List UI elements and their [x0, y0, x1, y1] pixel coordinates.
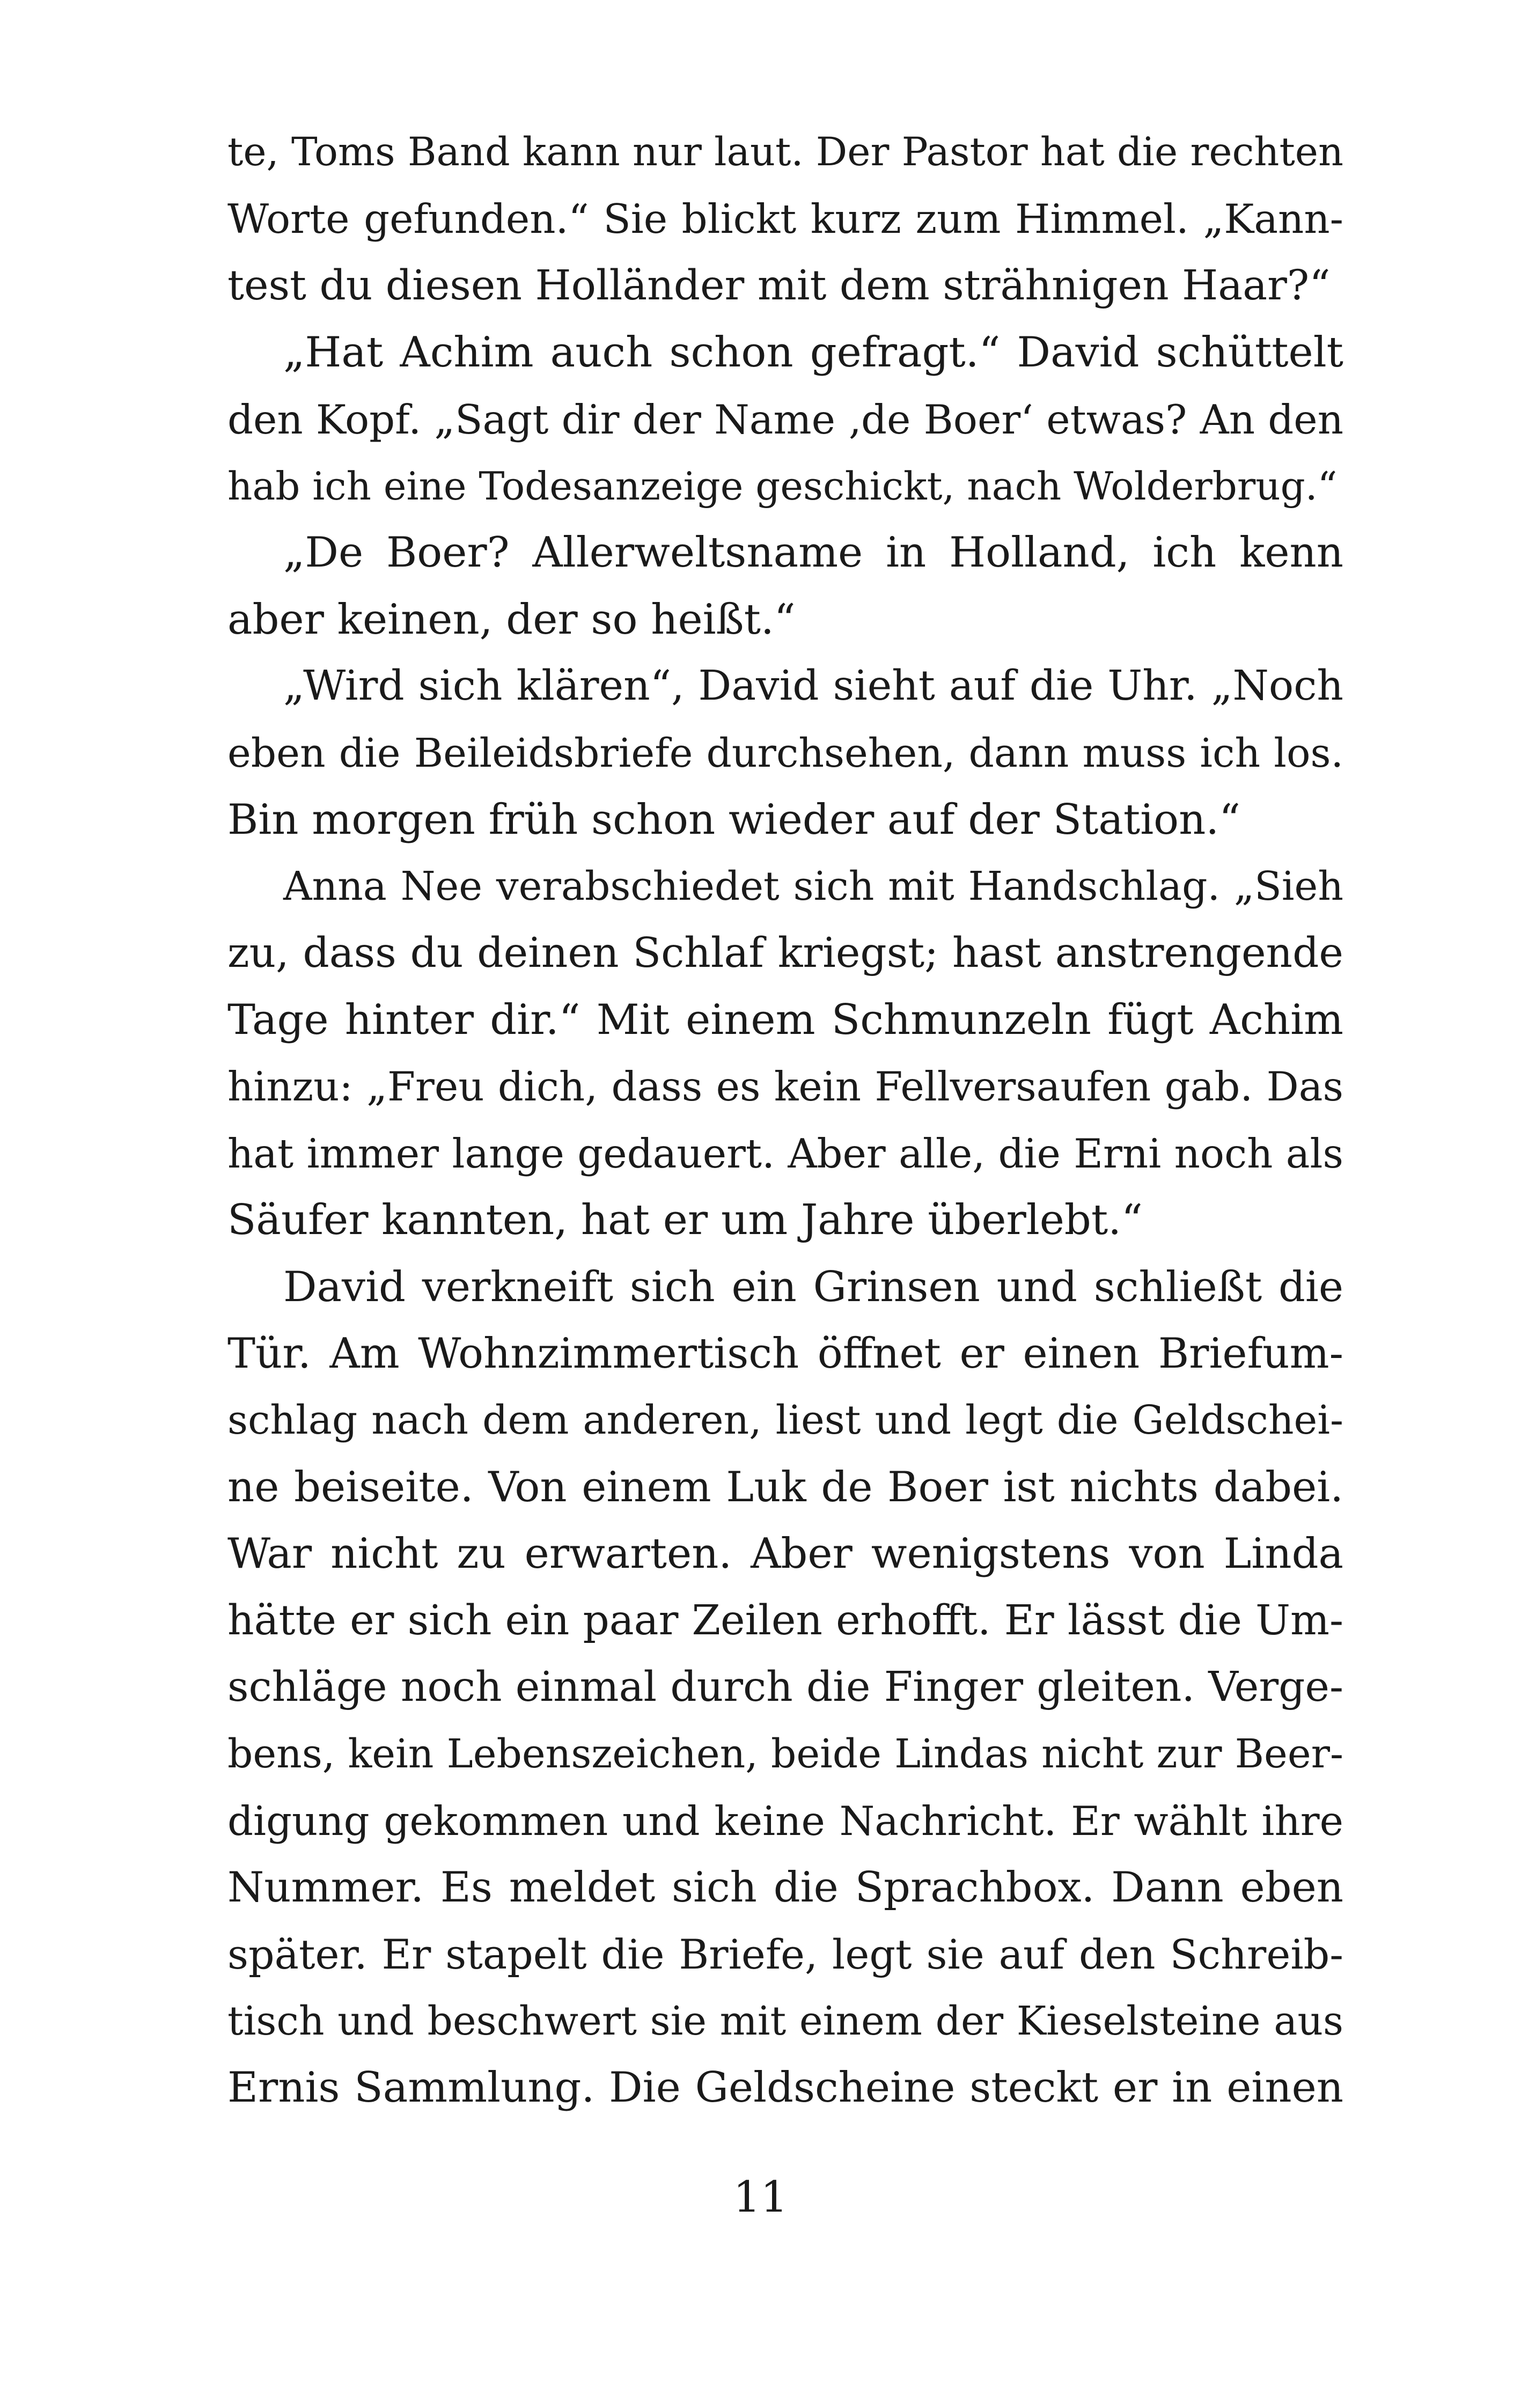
text-line: ne beiseite. Von einem Luk de Boer ist nichts dabei.	[227, 1463, 1343, 1511]
text-line: Anna Nee verabschiedet sich mit Handschlag. „Sieh	[283, 863, 1343, 910]
text-line: Säufer kannten, hat er um Jahre überlebt.“	[227, 1196, 1143, 1245]
text-line: schläge noch einmal durch die Finger gleiten. Verge-	[227, 1663, 1343, 1711]
text-line: hinzu: „Freu dich, dass es kein Fellversaufen gab. Das	[227, 1063, 1343, 1111]
text-line: tisch und beschwert sie mit einem der Kieselsteine aus	[227, 1998, 1343, 2044]
text-line: digung gekommen und keine Nachricht. Er wählt ihre	[227, 1797, 1343, 1845]
text-line: den Kopf. „Sagt dir der Name ‚de Boer‘ etwas? An den	[227, 395, 1343, 443]
text-line: Worte gefunden.“ Sie blickt kurz zum Himmel. „Kann-	[227, 195, 1343, 243]
text-line: schlag nach dem anderen, liest und legt die Geldschei-	[227, 1397, 1343, 1444]
text-line: test du diesen Holländer mit dem strähnigen Haar?“	[227, 261, 1331, 310]
text-line: Nummer. Es meldet sich die Sprachbox. Dann eben	[227, 1863, 1343, 1912]
text-line: War nicht zu erwarten. Aber wenigstens von Linda	[227, 1530, 1343, 1579]
text-line: „Hat Achim auch schon gefragt.“ David schüttelt	[283, 328, 1343, 377]
page-number: 11	[733, 2172, 788, 2222]
text-line: „De Boer? Allerweltsname in Holland, ich kenn	[283, 528, 1343, 577]
text-line: hat immer lange gedauert. Aber alle, die Erni noch als	[227, 1129, 1343, 1177]
body-text	[227, 119, 1343, 2121]
text-line: David verkneift sich ein Grinsen und schließt die	[283, 1262, 1343, 1311]
text-line: zu, dass du deinen Schlaf kriegst; hast anstrengende	[227, 929, 1343, 977]
text-line: hätte er sich ein paar Zeilen erhofft. Er lässt die Um-	[227, 1596, 1343, 1645]
text-line: eben die Beileidsbriefe durchsehen, dann muss ich los.	[227, 730, 1343, 776]
text-line: hab ich eine Todesanzeige geschickt, nach Wolderbrug.“	[227, 463, 1338, 509]
text-line: Ernis Sammlung. Die Geldscheine steckt er in einen	[227, 2064, 1343, 2112]
text-line: te, Toms Band kann nur laut. Der Pastor hat die rechten	[227, 129, 1343, 175]
text-line: aber keinen, der so heißt.“	[227, 595, 796, 644]
text-line: „Wird sich klären“, David sieht auf die Uhr. „Noch	[283, 662, 1343, 710]
text-line: bens, kein Lebenszeichen, beide Lindas nicht zur Beer-	[227, 1731, 1343, 1778]
text-line: Bin morgen früh schon wieder auf der Station.“	[227, 795, 1241, 844]
text-line: Tage hinter dir.“ Mit einem Schmunzeln fügt Achim	[227, 996, 1343, 1045]
text-line: Tür. Am Wohnzimmertisch öffnet er einen Briefum-	[227, 1330, 1343, 1378]
text-line: später. Er stapelt die Briefe, legt sie auf den Schreib-	[227, 1930, 1343, 1978]
